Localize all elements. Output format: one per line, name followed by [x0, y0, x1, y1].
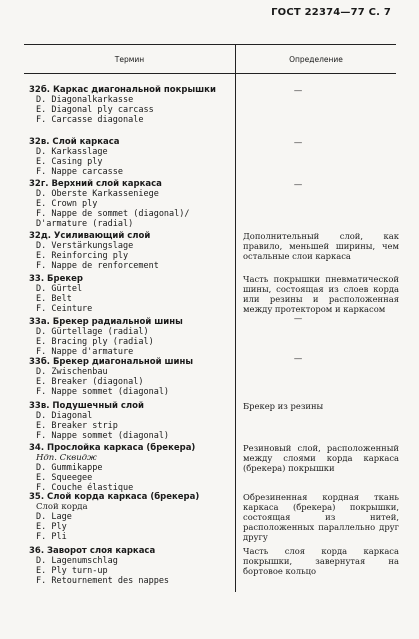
- term-english: E. Reinforcing ply: [36, 251, 129, 261]
- table-divider-line: [235, 72, 236, 592]
- term-german: D. Verstärkungslage: [36, 241, 134, 251]
- term-definition: —: [293, 85, 303, 95]
- term-french: F. Nappe sommet (diagonal): [36, 387, 170, 397]
- term-entry: [29, 357, 232, 397]
- term-german: D. Diagonal: [36, 411, 93, 421]
- term-entry: [29, 137, 232, 177]
- term-title: 35. Слой корда каркаса (брекера): [29, 492, 200, 502]
- term-german: D. Zwischenbau: [36, 367, 108, 377]
- term-french: F. Ceinture: [36, 304, 93, 314]
- term-title: 33. Брекер: [29, 274, 83, 284]
- term-entry: [29, 401, 232, 441]
- term-title: 32в. Слой каркаса: [29, 137, 120, 147]
- term-definition: Обрезиненная кордная ткань каркаса (брекера) покрышки, состоящая из нитей, расположенных параллельно друг другу: [243, 492, 399, 542]
- term-definition: —: [293, 137, 303, 147]
- term-french: F. Retournement des nappes: [36, 576, 170, 586]
- term-title: 32г. Верхний слой каркаса: [29, 179, 162, 189]
- term-entry: [29, 179, 232, 229]
- term-french: F. Nappe de renforcement: [36, 261, 159, 271]
- term-entry: [29, 546, 232, 586]
- term-entry: [29, 492, 232, 542]
- term-english: E. Bracing ply (radial): [36, 337, 154, 347]
- term-french: F. Nappe sommet (diagonal): [36, 431, 170, 441]
- term-french: F. Nappe de sommet (diagonal)/ D'armature (radial): [36, 209, 190, 229]
- term-english: E. Breaker (diagonal): [36, 377, 144, 387]
- term-entry: [29, 85, 232, 125]
- term-english: E. Squeegee: [36, 473, 93, 483]
- term-english: E. Ply: [36, 522, 67, 532]
- term-french: F. Nappe carcasse: [36, 167, 123, 177]
- definition-column-title: Определение: [289, 55, 343, 64]
- term-english: E. Ply turn-up: [36, 566, 108, 576]
- page-header: ГОСТ 22374—77 С. 7: [271, 7, 391, 18]
- term-french: F. Pli: [36, 532, 67, 542]
- term-deprecated: Ндп. Сквидж: [36, 453, 97, 463]
- term-entry: [29, 231, 232, 271]
- term-title: 32б. Каркас диагональной покрышки: [29, 85, 216, 95]
- terms-column-title: Термин: [114, 55, 145, 64]
- term-definition: Часть слоя корда каркаса покрышки, завернутая на бортовое кольцо: [243, 546, 399, 576]
- term-definition: Брекер из резины: [243, 401, 324, 411]
- term-english: E. Belt: [36, 294, 72, 304]
- term-english: E. Crown ply: [36, 199, 98, 209]
- term-title: 34. Прослойка каркаса (брекера): [29, 443, 196, 453]
- term-french: F. Carcasse diagonale: [36, 115, 144, 125]
- term-german: D. Oberste Karkasseniege: [36, 189, 159, 199]
- term-title: 33а. Брекер радиальной шины: [29, 317, 183, 327]
- term-synonym: Слой корда: [36, 502, 88, 512]
- term-german: D. Gummikappe: [36, 463, 103, 473]
- term-title: 36. Заворот слоя каркаса: [29, 546, 156, 556]
- term-entry: [29, 274, 232, 314]
- term-english: E. Diagonal ply carcass: [36, 105, 154, 115]
- term-definition: —: [293, 353, 303, 363]
- term-german: D. Lage: [36, 512, 72, 522]
- term-english: E. Breaker strip: [36, 421, 118, 431]
- term-title: 32д. Усиливающий слой: [29, 231, 151, 241]
- term-german: D. Lagenumschlag: [36, 556, 118, 566]
- term-definition: —: [293, 179, 303, 189]
- term-german: D. Karkasslage: [36, 147, 108, 157]
- term-definition: —: [293, 313, 303, 323]
- term-german: D. Gürtel: [36, 284, 83, 294]
- table-column-header: [24, 44, 396, 74]
- term-title: 33б. Брекер диагональной шины: [29, 357, 194, 367]
- term-entry: [29, 443, 232, 493]
- term-french: F. Nappe d'armature: [36, 347, 134, 357]
- term-definition: Резиновый слой, расположенный между слоями корда каркаса (брекера) покрышки: [243, 443, 399, 473]
- term-german: D. Gürtellage (radial): [36, 327, 149, 337]
- term-definition: Дополнительный слой, как правило, меньшей ширины, чем остальные слои каркаса: [243, 231, 399, 261]
- term-english: E. Casing ply: [36, 157, 103, 167]
- term-title: 33в. Подушечный слой: [29, 401, 144, 411]
- term-german: D. Diagonalkarkasse: [36, 95, 134, 105]
- term-entry: [29, 317, 232, 357]
- term-french: F. Couche élastique: [36, 483, 134, 493]
- term-definition: Часть покрышки пневматической шины, состоящая из слоев корда или резины и расположенная между протектором и каркасом: [243, 274, 399, 314]
